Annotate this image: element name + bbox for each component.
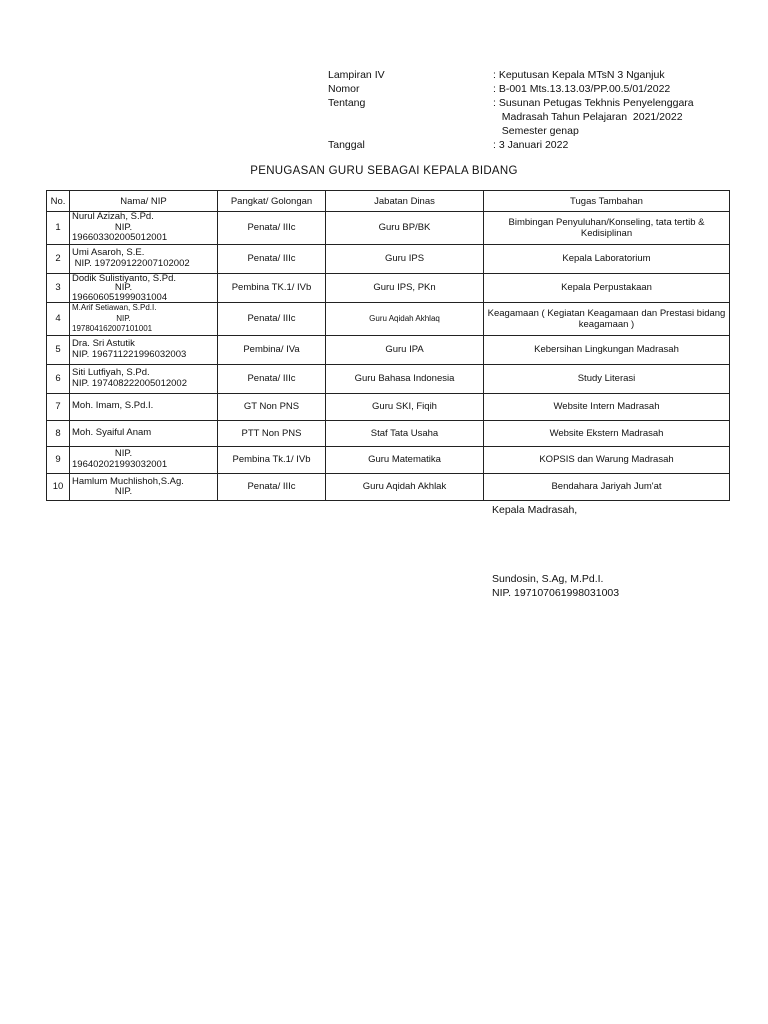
table-row <box>47 212 730 245</box>
nip-number: NIP. 196711221996032003 <box>72 348 187 360</box>
cell-tugas: Website Ekstern Madrasah <box>484 420 730 446</box>
nip-label: NIP. <box>116 313 131 323</box>
signature-title: Kepala Madrasah, <box>492 504 578 516</box>
cell-no: 3 <box>47 273 70 303</box>
nip-number: NIP. 197408222005012002 <box>72 377 187 389</box>
cell-nama <box>70 446 218 473</box>
cell-jabatan: Guru IPS, PKn <box>326 273 484 303</box>
cell-tugas: Bimbingan Penyuluhan/Konseling, tata tertib & Kedisiplinan <box>484 212 730 245</box>
header-label: Tentang <box>328 97 366 109</box>
cell-pangkat: Pembina/ IVa <box>218 335 326 364</box>
cell-tugas: Kebersihan Lingkungan Madrasah <box>484 335 730 364</box>
cell-pangkat: PTT Non PNS <box>218 420 326 446</box>
signature-nip: NIP. 197107061998031003 <box>492 587 620 599</box>
cell-nama <box>70 244 218 273</box>
nip-number: NIP. 197209122007102002 <box>72 257 190 269</box>
nip-label: NIP. <box>114 282 133 293</box>
nip-number: 197804162007101001 <box>72 324 153 333</box>
cell-pangkat: Penata/ IIIc <box>218 212 326 245</box>
column-header-no: No. <box>47 191 70 212</box>
header-value: Madrasah Tahun Pelajaran 2021/2022 <box>493 111 683 123</box>
nip-label: NIP. <box>114 448 133 459</box>
cell-no: 4 <box>47 303 70 336</box>
cell-tugas: Bendahara Jariyah Jum'at <box>484 473 730 500</box>
cell-pangkat: Penata/ IIIc <box>218 473 326 500</box>
table-header-row <box>47 191 730 212</box>
teacher-name: Siti Lutfiyah, S.Pd. <box>72 367 150 378</box>
cell-nama <box>70 420 218 446</box>
header-label: Tanggal <box>328 139 365 151</box>
table-row <box>47 446 730 473</box>
signature-name: Sundosin, S.Ag, M.Pd.I. <box>492 573 604 585</box>
cell-jabatan: Staf Tata Usaha <box>326 420 484 446</box>
cell-tugas: Kepala Perpustakaan <box>484 273 730 303</box>
cell-nama <box>70 303 218 336</box>
nip-number: 196606051999031004 <box>72 291 168 303</box>
nip-number: 196603302005012001 <box>72 232 168 243</box>
teacher-name: M.Arif Setiawan, S.Pd.I. <box>72 303 157 312</box>
cell-no: 5 <box>47 335 70 364</box>
cell-jabatan: Guru IPS <box>326 244 484 273</box>
header-value: : Keputusan Kepala MTsN 3 Nganjuk <box>493 69 665 81</box>
nip-number: 196402021993032001 <box>72 458 168 470</box>
header-label: Lampiran IV <box>328 69 385 81</box>
table-row <box>47 364 730 393</box>
assignment-table <box>46 190 730 501</box>
cell-tugas: Study Literasi <box>484 364 730 393</box>
cell-no: 6 <box>47 364 70 393</box>
teacher-name: Hamlum Muchlishoh,S.Ag. <box>72 476 184 487</box>
cell-nama <box>70 273 218 303</box>
cell-tugas: Website Intern Madrasah <box>484 393 730 420</box>
teacher-name: Nurul Azizah, S.Pd. <box>72 211 154 222</box>
cell-nama <box>70 364 218 393</box>
header-label: Nomor <box>328 83 360 95</box>
header-value: : B-001 Mts.13.13.03/PP.00.5/01/2022 <box>493 83 671 95</box>
cell-nama <box>70 393 218 420</box>
cell-jabatan: Guru Bahasa Indonesia <box>326 364 484 393</box>
table-row <box>47 393 730 420</box>
teacher-name: Umi Asaroh, S.E. <box>72 247 145 258</box>
teacher-name: Moh. Imam, S.Pd.I. <box>72 400 154 412</box>
table-row <box>47 244 730 273</box>
cell-jabatan: Guru Aqidah Akhlaq <box>326 303 484 336</box>
table-row <box>47 273 730 303</box>
table-row <box>47 420 730 446</box>
cell-jabatan: Guru Matematika <box>326 446 484 473</box>
cell-pangkat: Pembina TK.1/ IVb <box>218 273 326 303</box>
column-header-jabatan: Jabatan Dinas <box>326 191 484 212</box>
cell-no: 2 <box>47 244 70 273</box>
cell-no: 7 <box>47 393 70 420</box>
cell-pangkat: GT Non PNS <box>218 393 326 420</box>
cell-tugas: Keagamaan ( Kegiatan Keagamaan dan Prestasi bidang keagamaan ) <box>484 303 730 336</box>
cell-tugas: Kepala Laboratorium <box>484 244 730 273</box>
teacher-name: Moh. Syaiful Anam <box>72 426 152 438</box>
cell-no: 1 <box>47 212 70 245</box>
cell-no: 8 <box>47 420 70 446</box>
table-row <box>47 335 730 364</box>
teacher-name: Dodik Sulistiyanto, S.Pd. <box>72 273 177 284</box>
cell-pangkat: Penata/ IIIc <box>218 364 326 393</box>
table-row <box>47 303 730 336</box>
cell-nama <box>70 473 218 500</box>
column-header-nama: Nama/ NIP <box>70 191 218 212</box>
header-value: : 3 Januari 2022 <box>493 139 569 151</box>
nip-label: NIP. <box>114 221 133 233</box>
header-value: Semester genap <box>493 125 579 137</box>
column-header-pangkat: Pangkat/ Golongan <box>218 191 326 212</box>
cell-pangkat: Penata/ IIIc <box>218 244 326 273</box>
header-value: : Susunan Petugas Tekhnis Penyelenggara <box>493 97 694 109</box>
cell-nama <box>70 212 218 245</box>
cell-jabatan: Guru Aqidah Akhlak <box>326 473 484 500</box>
header-block <box>328 68 728 152</box>
cell-jabatan: Guru SKI, Fiqih <box>326 393 484 420</box>
cell-no: 9 <box>47 446 70 473</box>
cell-pangkat: Pembina Tk.1/ IVb <box>218 446 326 473</box>
cell-pangkat: Penata/ IIIc <box>218 303 326 336</box>
teacher-name: Dra. Sri Astutik <box>72 338 135 349</box>
nip-label: NIP. <box>114 485 133 497</box>
column-header-tugas: Tugas Tambahan <box>484 191 730 212</box>
document-title: PENUGASAN GURU SEBAGAI KEPALA BIDANG <box>250 165 518 177</box>
cell-jabatan: Guru BP/BK <box>326 212 484 245</box>
table-row <box>47 473 730 500</box>
cell-nama <box>70 335 218 364</box>
cell-jabatan: Guru IPA <box>326 335 484 364</box>
cell-tugas: KOPSIS dan Warung Madrasah <box>484 446 730 473</box>
cell-no: 10 <box>47 473 70 500</box>
